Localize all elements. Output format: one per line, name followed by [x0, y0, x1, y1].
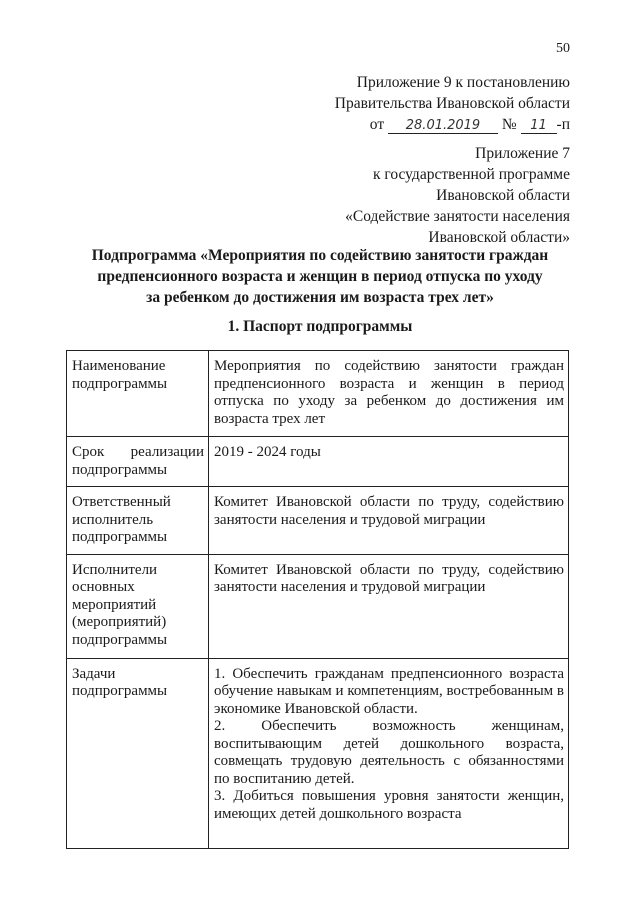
table-row [67, 351, 569, 437]
passport-table [66, 350, 569, 849]
task-item: 3. Добиться повышения уровня занятости женщин, имеющих детей дошкольного возраста [214, 788, 564, 822]
subprogram-title-line3: за ребенком до достижения им возраста трех лет» [146, 289, 494, 306]
section-title: 1. Паспорт подпрограммы [227, 318, 413, 335]
tasks-cell [209, 658, 569, 848]
task-item: 2. Обеспечить возможность женщинам, воспитывающим детей дошкольного возраста, совмещать трудовую деятельность с обязанностями по воспитанию детей. [214, 718, 564, 787]
appendix-9-line1: Приложение 9 к постановлению [356, 74, 570, 91]
appendix-7-line4: «Содействие занятости населения [345, 208, 570, 225]
number-suffix: -п [556, 116, 570, 133]
row-value: Комитет Ивановской области по труду, содействию занятости населения и трудовой миграции [209, 554, 569, 658]
appendix-9-date-line [335, 114, 570, 135]
subprogram-title [70, 245, 570, 308]
handwritten-date: 28.01.2019 [405, 118, 481, 133]
subprogram-title-line1: Подпрограмма «Мероприятия по содействию занятости граждан [91, 247, 549, 264]
row-label: Срок реализации подпрограммы [67, 437, 209, 487]
row-value: Мероприятия по содействию занятости граждан предпенсионного возраста и женщин в период отпуска по уходу за ребенком до достижения им возраста трех лет [209, 351, 569, 437]
appendix-7-line5: Ивановской области» [428, 229, 570, 246]
number-sign: № [501, 116, 517, 133]
appendix-7-line2: к государственной программе [372, 166, 570, 183]
number-field [521, 117, 557, 134]
appendix-7-line3: Ивановской области [436, 187, 570, 204]
table-row [67, 658, 569, 848]
row-label: Наименование подпрограммы [67, 351, 209, 437]
row-value: 2019 - 2024 годы [209, 437, 569, 487]
appendix-9-header [335, 72, 570, 135]
table-row [67, 554, 569, 658]
appendix-7-line1: Приложение 7 [475, 145, 570, 162]
table-row [67, 487, 569, 555]
handwritten-number: 11 [530, 118, 547, 133]
row-label: Ответственный исполнитель подпрограммы [67, 487, 209, 555]
appendix-9-line2: Правительства Ивановской области [334, 95, 570, 112]
task-item: 1. Обеспечить гражданам предпенсионного возраста обучение навыкам и компетенциям, востребованным в экономике Ивановской области. [214, 665, 564, 717]
date-field [388, 117, 498, 134]
appendix-7-header [345, 143, 570, 248]
table-row [67, 437, 569, 487]
from-label: от [369, 116, 385, 133]
subprogram-title-line2: предпенсионного возраста и женщин в период отпуска по уходу [97, 268, 543, 285]
row-label: Исполнители основных мероприятий (мероприятий) подпрограммы [67, 554, 209, 658]
page-number: 50 [556, 41, 570, 56]
row-label: Задачи подпрограммы [67, 658, 209, 848]
row-value: Комитет Ивановской области по труду, содействию занятости населения и трудовой миграции [209, 487, 569, 555]
